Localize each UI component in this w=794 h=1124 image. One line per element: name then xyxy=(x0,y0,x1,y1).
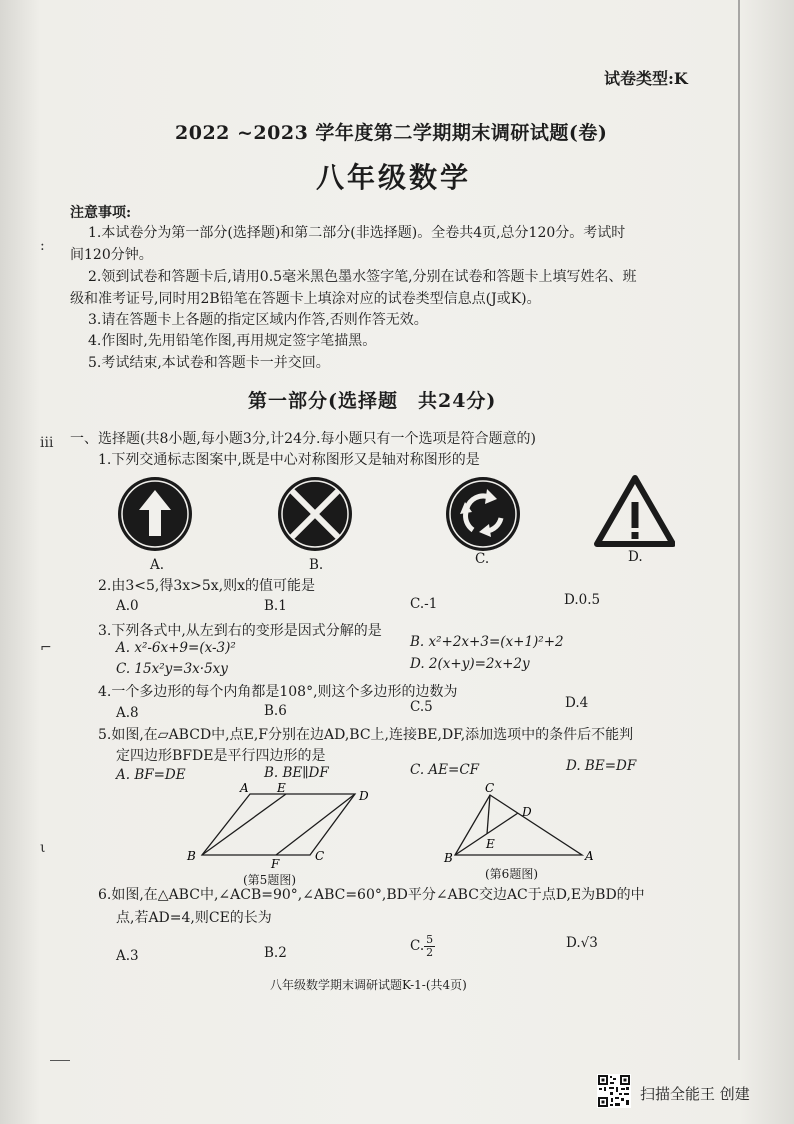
q4-option-b: B.6 xyxy=(264,703,287,719)
q4-stem: 4.一个多边形的每个内角都是108°,则这个多边形的边数为 xyxy=(98,684,458,700)
q6-option-d xyxy=(566,935,598,951)
warning-sign-icon xyxy=(597,478,673,544)
q1-option-a: A. xyxy=(150,557,165,573)
fig5-caption: (第5题图) xyxy=(243,873,296,887)
fig5-label-b: B xyxy=(187,849,196,863)
q5-stem-line2: 定四边形BFDE是平行四边形的是 xyxy=(116,748,326,764)
fig5-label-e: E xyxy=(277,781,286,795)
triangle-abc xyxy=(455,795,582,855)
sqrt-value: √3 xyxy=(580,935,598,951)
exam-title: 2022 ~2023 学年度第二学期期末调研试题(卷) xyxy=(175,122,608,144)
notes-heading: 注意事项: xyxy=(70,205,132,221)
fig6-label-b: B xyxy=(444,851,453,865)
q6-stem-line2: 点,若AD=4,则CE的长为 xyxy=(116,910,272,926)
fig6-label-e: E xyxy=(486,837,495,851)
fig6-label-c: C xyxy=(485,781,495,795)
q2-option-c: C.-1 xyxy=(410,596,438,612)
q1-option-b: B. xyxy=(309,557,324,573)
part1-instruction: 一、选择题(共8小题,每小题3分,计24分.每小题只有一个选项是符合题意的) xyxy=(70,431,536,447)
q6-option-c xyxy=(410,934,435,959)
fig6-label-a: A xyxy=(585,849,594,863)
bleed-through xyxy=(90,70,510,110)
fig6-label-d: D xyxy=(522,805,532,819)
figure-6 xyxy=(440,780,600,870)
corner-mark xyxy=(50,1060,70,1061)
notes-item: 2.领到试卷和答题卡后,请用0.5毫米黑色墨水签字笔,分别在试卷和答题卡上填写姓名、班 xyxy=(88,269,637,285)
notes-item: 5.考试结束,本试卷和答题卡一并交回。 xyxy=(88,355,330,371)
fig6-caption: (第6题图) xyxy=(485,867,538,881)
scanner-watermark: 扫描全能王 创建 xyxy=(640,1085,750,1103)
parallelogram-abcd xyxy=(202,794,355,855)
q6-option-c-letter: C. xyxy=(410,938,425,954)
q5-option-c: C. AE=CF xyxy=(410,762,480,778)
paper-edge xyxy=(738,0,740,1060)
q1-signs xyxy=(115,474,675,558)
q4-option-d: D.4 xyxy=(565,695,589,711)
cross-sign-icon xyxy=(278,477,352,551)
notes-item: 4.作图时,先用铅笔作图,再用规定签字笔描黑。 xyxy=(88,333,377,349)
margin-mark: ⌐ xyxy=(40,640,52,656)
q2-option-a: A.0 xyxy=(116,598,139,614)
part1-title: 第一部分(选择题 共24分) xyxy=(248,390,497,412)
fig5-label-a: A xyxy=(240,781,249,795)
q5-option-d: D. BE=DF xyxy=(566,758,637,774)
margin-mark: ⅲ xyxy=(40,435,54,451)
q3-option-a: A. x²-6x+9=(x-3)² xyxy=(116,640,236,656)
q6-stem-line1: 6.如图,在△ABC中,∠ACB=90°,∠ABC=60°,BD平分∠ABC交边AC于点D,E为BD的中 xyxy=(98,887,645,903)
q1-option-d: D. xyxy=(628,549,643,565)
fig5-label-d: D xyxy=(359,789,369,803)
qr-code-icon xyxy=(597,1074,631,1108)
fraction: $\frac{5}{2}$ xyxy=(426,933,434,959)
fig5-label-c: C xyxy=(315,849,325,863)
q2-stem: 2.由3<5,得3x>5x,则x的值可能是 xyxy=(98,578,316,594)
margin-mark: : xyxy=(40,238,45,254)
fig5-label-f: F xyxy=(271,857,280,871)
exam-type: 试卷类型:K xyxy=(604,69,688,88)
q6-option-b: B.2 xyxy=(264,945,287,961)
notes-item: 级和准考证号,同时用2B铅笔在答题卡上填涂对应的试卷类型信息点(J或K)。 xyxy=(70,291,541,307)
page-footer: 八年级数学期末调研试题K-1-(共4页) xyxy=(270,978,467,992)
q2-option-d: D.0.5 xyxy=(564,592,601,608)
q3-option-d: D. 2(x+y)=2x+2y xyxy=(410,656,530,672)
segment-be xyxy=(202,794,286,855)
segment-ce xyxy=(487,795,490,834)
notes-item: 1.本试卷分为第一部分(选择题)和第二部分(非选择题)。全卷共4页,总分120分。考试时 xyxy=(88,225,626,241)
q4-option-c: C.5 xyxy=(410,699,433,715)
q1-option-c: C. xyxy=(475,551,490,567)
roundabout-sign-icon xyxy=(446,477,520,551)
q1-stem: 1.下列交通标志图案中,既是中心对称图形又是轴对称图形的是 xyxy=(98,452,480,468)
q6-option-d-letter: D. xyxy=(566,935,581,951)
q3-option-b: B. x²+2x+3=(x+1)²+2 xyxy=(410,634,564,650)
q2-option-b: B.1 xyxy=(264,598,287,614)
q3-option-c: C. 15x²y=3x·5xy xyxy=(116,661,228,677)
notes-item: 3.请在答题卡上各题的指定区域内作答,否则作答无效。 xyxy=(88,312,428,328)
subject-title: 八年级数学 xyxy=(316,161,472,194)
notes-item: 间120分钟。 xyxy=(70,247,153,263)
arrow-up-sign-icon xyxy=(118,477,192,551)
q4-option-a: A.8 xyxy=(116,705,139,721)
q5-stem-line1: 5.如图,在▱ABCD中,点E,F分别在边AD,BC上,连接BE,DF,添加选项中的条件后不能判 xyxy=(98,727,634,743)
q6-option-a: A.3 xyxy=(116,948,139,964)
q5-option-b: B. BE∥DF xyxy=(264,765,329,781)
q3-stem: 3.下列各式中,从左到右的变形是因式分解的是 xyxy=(98,623,382,639)
q5-option-a: A. BF=DE xyxy=(116,767,186,783)
margin-mark: ι xyxy=(40,840,46,856)
segment-df xyxy=(276,794,355,855)
